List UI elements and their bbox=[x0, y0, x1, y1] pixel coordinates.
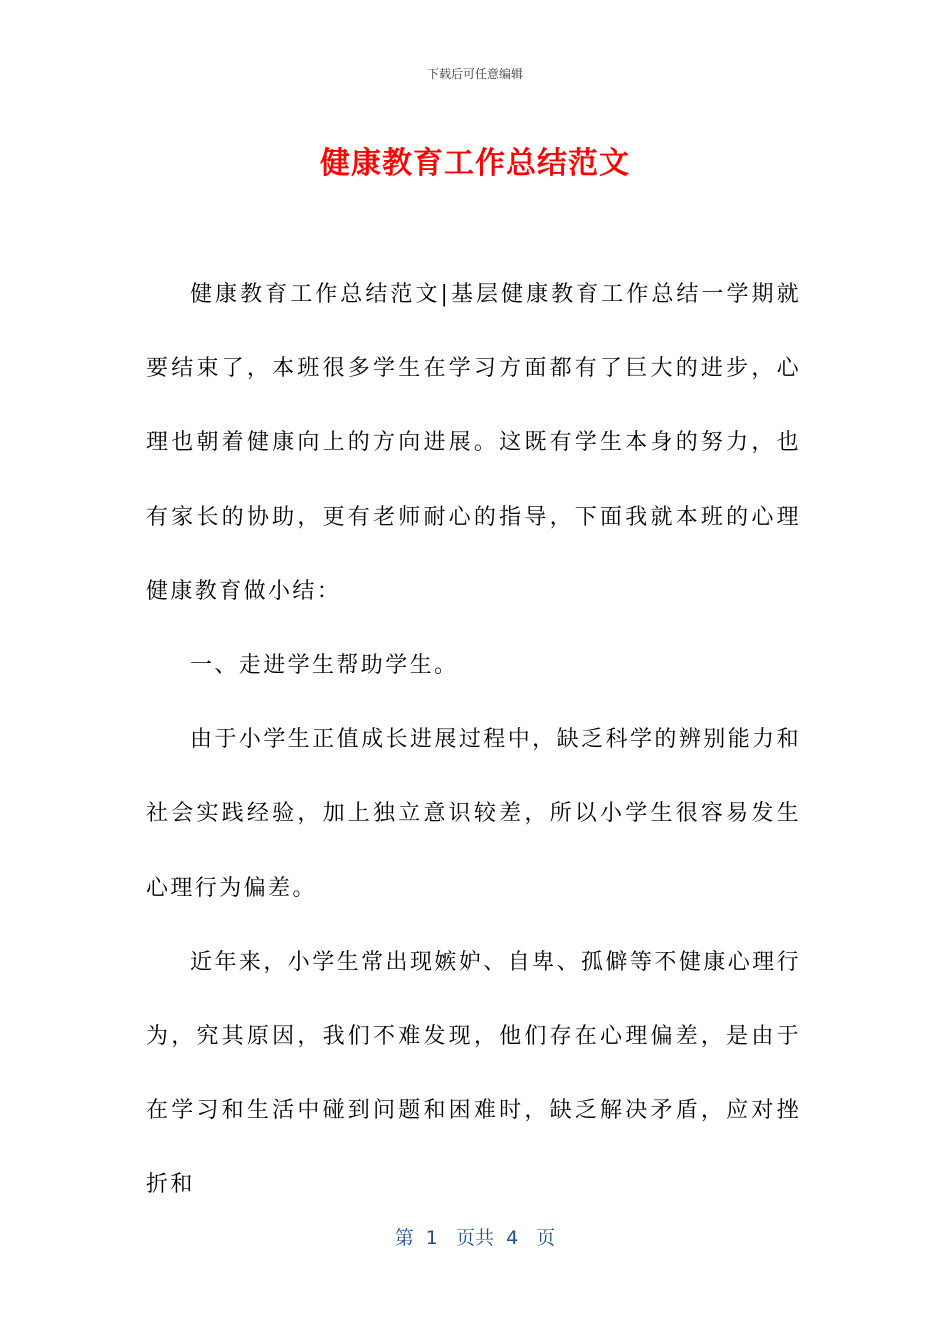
page-number: 第 1 页共 4 页 bbox=[394, 1227, 556, 1249]
header-note: 下载后可任意编辑 bbox=[426, 67, 523, 81]
paragraph: 近年来，小学生常出现嫉妒、自卑、孤僻等不健康心理行为，究其原因，我们不难发现，他们存在心理偏差，是由于在学习和生活中碰到问题和困难时，缺乏解决矛盾，应对挫折和 bbox=[146, 949, 801, 1198]
paragraph: 健康教育工作总结范文|基层健康教育工作总结一学期就要结束了，本班很多学生在学习方面都有了巨大的进步，心理也朝着健康向上的方向进展。这既有学生本身的努力，也有家长的协助，更有老师耐心的指导，下面我就本班的心理健康教育做小结： bbox=[146, 282, 801, 604]
document-body bbox=[146, 258, 801, 1223]
paragraph: 由于小学生正值成长进展过程中，缺乏科学的辨别能力和社会实践经验，加上独立意识较差，所以小学生很容易发生心理行为偏差。 bbox=[146, 727, 801, 901]
document-title: 健康教育工作总结范文 bbox=[320, 146, 630, 181]
paragraph: 一、走进学生帮助学生。 bbox=[190, 653, 459, 679]
